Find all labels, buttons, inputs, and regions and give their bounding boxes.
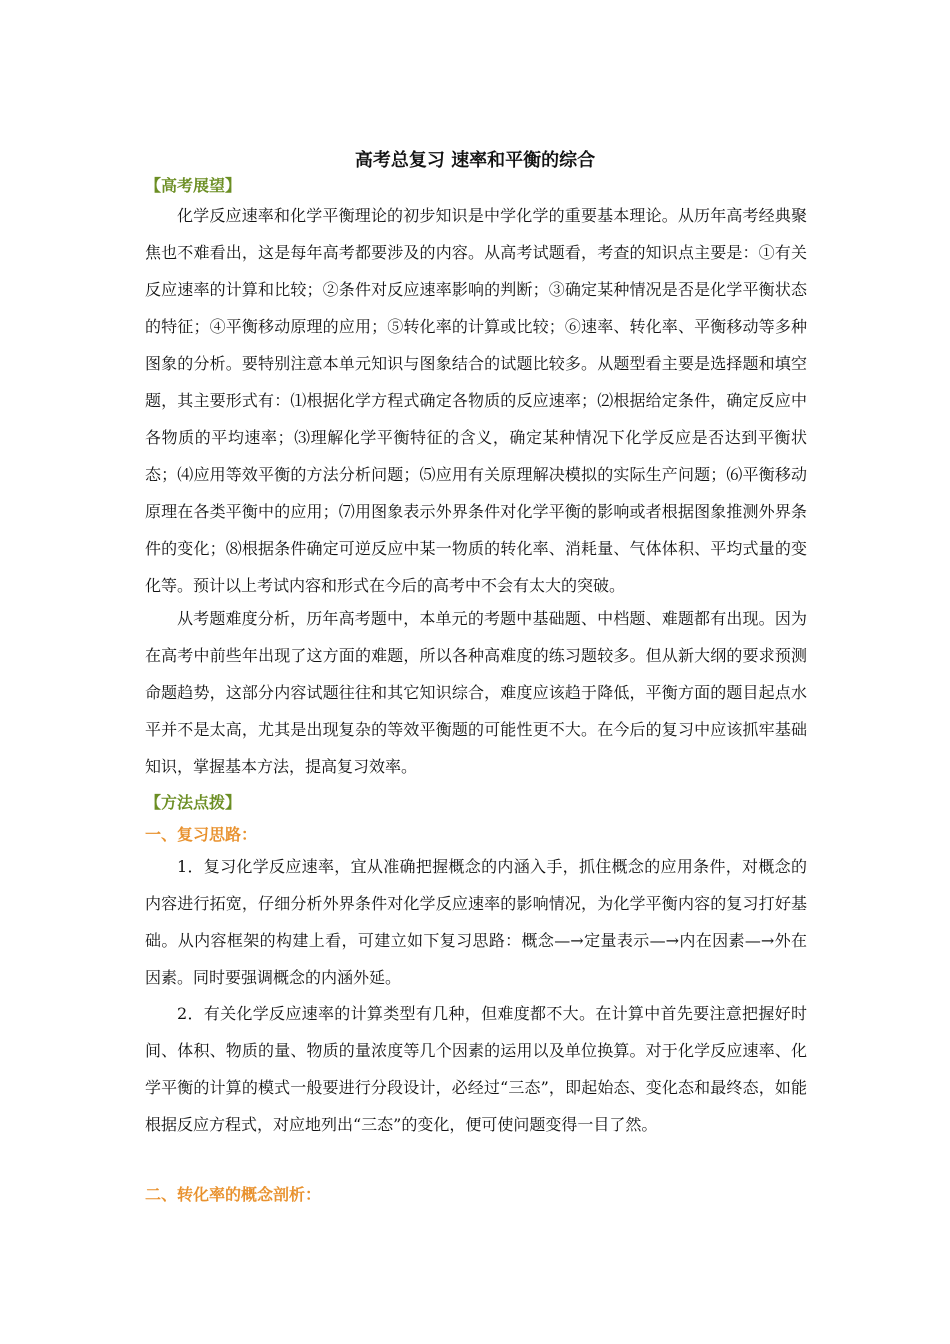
review-item-2: 2．有关化学反应速率的计算类型有几种，但难度都不大。在计算中首先要注意把握好时间、体积、物质的量、物质的量浓度等几个因素的运用以及单位换算。对于化学反应速率、化学平衡的计算的模式一般要进行分段设计，必经过“三态”，即起始态、变化态和最终态，如能根据反应方程式，对应地列出“三态”的变化，便可使问题变得一目了然。 <box>145 1004 807 1134</box>
review-approach-heading: 一、复习思路： <box>145 825 258 844</box>
method-heading: 【方法点拨】 <box>145 793 242 812</box>
document-title: 高考总复习 速率和平衡的综合 <box>354 150 596 171</box>
review-item-1: 1．复习化学反应速率，宜从准确把握概念的内涵入手，抓住概念的应用条件，对概念的内容进行拓宽，仔细分析外界条件对化学反应速率的影响情况，为化学平衡内容的复习打好基础。从内容框架的构建上看，可建立如下复习思路：概念—→定量表示—→内在因素—→外在因素。同时要强调概念的内涵外延。 <box>145 857 807 987</box>
outlook-heading: 【高考展望】 <box>145 176 242 195</box>
outlook-paragraph-2: 从考题难度分析，历年高考题中，本单元的考题中基础题、中档题、难题都有出现。因为在高考中前些年出现了这方面的难题，所以各种高难度的练习题较多。但从新大纲的要求预测命题趋势，这部分内容试题往往和其它知识综合，难度应该趋于降低，平衡方面的题目起点水平并不是太高，尤其是出现复杂的等效平衡题的可能性更不大。在今后的复习中应该抓牢基础知识，掌握基本方法，提高复习效率。 <box>145 609 807 776</box>
conversion-rate-heading: 二、转化率的概念剖析： <box>145 1185 322 1204</box>
outlook-paragraph-1: 化学反应速率和化学平衡理论的初步知识是中学化学的重要基本理论。从历年高考经典聚焦也不难看出，这是每年高考都要涉及的内容。从高考试题看，考查的知识点主要是：①有关反应速率的计算和比较；②条件对反应速率影响的判断；③确定某种情况是否是化学平衡状态的特征；④平衡移动原理的应用；⑤转化率的计算或比较；⑥速率、转化率、平衡移动等多种图象的分析。要特别注意本单元知识与图象结合的试题比较多。从题型看主要是选择题和填空题，其主要形式有：⑴根据化学方程式确定各物质的反应速率；⑵根据给定条件，确定反应中各物质的平均速率；⑶理解化学平衡特征的含义，确定某种情况下化学反应是否达到平衡状态；⑷应用等效平衡的方法分析问题；⑸应用有关原理解决模拟的实际生产问题；⑹平衡移动原理在各类平衡中的应用；⑺用图象表示外界条件对化学平衡的影响或者根据图象推测外界条件的变化；⑻根据条件确定可逆反应中某一物质的转化率、消耗量、气体体积、平均式量的变化等。预计以上考试内容和形式在今后的高考中不会有太大的突破。 <box>145 206 807 595</box>
